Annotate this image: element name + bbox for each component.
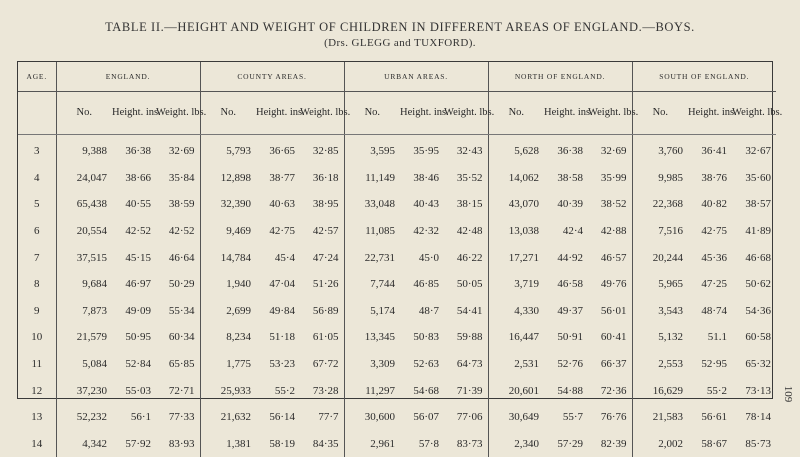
count-cell: 3,719	[488, 271, 544, 298]
weight-cell: 38·57	[732, 191, 776, 218]
count-cell: 9,469	[200, 218, 256, 245]
weight-cell: 32·43	[444, 135, 488, 165]
height-cell: 55·2	[688, 377, 732, 404]
count-cell: 11,085	[344, 218, 400, 245]
height-weight-table	[18, 62, 776, 457]
height-cell: 52·76	[544, 351, 588, 378]
count-cell: 9,388	[56, 135, 112, 165]
height-cell: 54·68	[400, 377, 444, 404]
height-cell: 45·36	[688, 244, 732, 271]
height-cell: 42·52	[112, 218, 156, 245]
height-cell: 40·39	[544, 191, 588, 218]
table-row	[18, 218, 776, 245]
count-cell: 37,515	[56, 244, 112, 271]
height-cell: 58·67	[688, 431, 732, 457]
count-cell: 24,047	[56, 165, 112, 192]
count-cell: 2,961	[344, 431, 400, 457]
age-cell: 5	[18, 191, 56, 218]
weight-header: Weight. lbs.	[156, 92, 200, 135]
count-cell: 20,554	[56, 218, 112, 245]
height-cell: 56·07	[400, 404, 444, 431]
height-cell: 52·63	[400, 351, 444, 378]
table-row	[18, 244, 776, 271]
age-cell: 3	[18, 135, 56, 165]
weight-cell: 85·73	[732, 431, 776, 457]
weight-cell: 32·69	[156, 135, 200, 165]
count-cell: 32,390	[200, 191, 256, 218]
count-cell: 5,628	[488, 135, 544, 165]
weight-cell: 56·89	[300, 298, 344, 325]
height-cell: 44·92	[544, 244, 588, 271]
height-cell: 52·84	[112, 351, 156, 378]
table-row	[18, 431, 776, 457]
count-cell: 21,579	[56, 324, 112, 351]
weight-header: Weight. lbs.	[444, 92, 488, 135]
count-cell: 11,149	[344, 165, 400, 192]
age-cell: 14	[18, 431, 56, 457]
weight-cell: 46·57	[588, 244, 632, 271]
no-header: No.	[200, 92, 256, 135]
weight-cell: 77·06	[444, 404, 488, 431]
count-cell: 9,684	[56, 271, 112, 298]
weight-cell: 38·15	[444, 191, 488, 218]
height-header: Height. ins.	[544, 92, 588, 135]
height-cell: 36·65	[256, 135, 300, 165]
age-cell: 13	[18, 404, 56, 431]
age-cell: 12	[18, 377, 56, 404]
count-cell: 4,330	[488, 298, 544, 325]
count-cell: 5,965	[632, 271, 688, 298]
weight-cell: 35·60	[732, 165, 776, 192]
count-cell: 9,985	[632, 165, 688, 192]
weight-cell: 35·52	[444, 165, 488, 192]
no-header: No.	[488, 92, 544, 135]
weight-cell: 82·39	[588, 431, 632, 457]
weight-cell: 32·85	[300, 135, 344, 165]
weight-cell: 54·36	[732, 298, 776, 325]
weight-cell: 42·52	[156, 218, 200, 245]
count-cell: 37,230	[56, 377, 112, 404]
count-cell: 1,381	[200, 431, 256, 457]
weight-cell: 60·34	[156, 324, 200, 351]
group-header-urban: URBAN AREAS.	[344, 62, 488, 92]
weight-cell: 77·7	[300, 404, 344, 431]
weight-cell: 38·95	[300, 191, 344, 218]
count-cell: 5,174	[344, 298, 400, 325]
sub-header-row	[18, 92, 776, 135]
no-header: No.	[344, 92, 400, 135]
weight-cell: 83·73	[444, 431, 488, 457]
height-cell: 54·88	[544, 377, 588, 404]
height-cell: 58·19	[256, 431, 300, 457]
weight-cell: 42·57	[300, 218, 344, 245]
count-cell: 20,601	[488, 377, 544, 404]
age-cell: 4	[18, 165, 56, 192]
weight-cell: 55·34	[156, 298, 200, 325]
group-header-north: NORTH OF ENGLAND.	[488, 62, 632, 92]
height-cell: 36·38	[112, 135, 156, 165]
table-subtitle: (Drs. GLEGG and TUXFORD).	[0, 37, 800, 49]
height-cell: 42·75	[256, 218, 300, 245]
height-header: Height. ins.	[688, 92, 732, 135]
weight-cell: 38·52	[588, 191, 632, 218]
age-cell: 11	[18, 351, 56, 378]
table-row	[18, 165, 776, 192]
height-cell: 49·37	[544, 298, 588, 325]
height-cell: 57·29	[544, 431, 588, 457]
weight-header: Weight. lbs.	[732, 92, 776, 135]
count-cell: 65,438	[56, 191, 112, 218]
height-cell: 36·41	[688, 135, 732, 165]
height-cell: 49·84	[256, 298, 300, 325]
table-row	[18, 351, 776, 378]
count-cell: 3,595	[344, 135, 400, 165]
no-header: No.	[56, 92, 112, 135]
weight-cell: 72·71	[156, 377, 200, 404]
count-cell: 2,531	[488, 351, 544, 378]
weight-cell: 41·89	[732, 218, 776, 245]
height-cell: 38·66	[112, 165, 156, 192]
height-cell: 38·76	[688, 165, 732, 192]
weight-cell: 73·13	[732, 377, 776, 404]
table-row	[18, 377, 776, 404]
weight-cell: 60·58	[732, 324, 776, 351]
count-cell: 7,744	[344, 271, 400, 298]
height-header: Height. ins.	[256, 92, 300, 135]
age-cell: 8	[18, 271, 56, 298]
count-cell: 3,309	[344, 351, 400, 378]
height-cell: 47·25	[688, 271, 732, 298]
height-cell: 35·95	[400, 135, 444, 165]
count-cell: 5,793	[200, 135, 256, 165]
weight-header: Weight. lbs.	[300, 92, 344, 135]
group-header-south: SOUTH OF ENGLAND.	[632, 62, 776, 92]
count-cell: 3,543	[632, 298, 688, 325]
count-cell: 2,553	[632, 351, 688, 378]
count-cell: 2,340	[488, 431, 544, 457]
weight-cell: 32·69	[588, 135, 632, 165]
height-cell: 46·97	[112, 271, 156, 298]
weight-cell: 49·76	[588, 271, 632, 298]
height-cell: 40·82	[688, 191, 732, 218]
weight-cell: 56·01	[588, 298, 632, 325]
weight-cell: 73·28	[300, 377, 344, 404]
height-cell: 45·0	[400, 244, 444, 271]
count-cell: 1,940	[200, 271, 256, 298]
weight-cell: 46·22	[444, 244, 488, 271]
height-cell: 50·83	[400, 324, 444, 351]
height-cell: 47·04	[256, 271, 300, 298]
count-cell: 21,632	[200, 404, 256, 431]
weight-cell: 71·39	[444, 377, 488, 404]
page-number: 109	[774, 382, 794, 406]
count-cell: 3,760	[632, 135, 688, 165]
height-cell: 57·8	[400, 431, 444, 457]
weight-cell: 59·88	[444, 324, 488, 351]
weight-cell: 50·29	[156, 271, 200, 298]
count-cell: 1,775	[200, 351, 256, 378]
count-cell: 7,516	[632, 218, 688, 245]
weight-cell: 47·24	[300, 244, 344, 271]
table-title: TABLE II.—HEIGHT AND WEIGHT OF CHILDREN IN DIFFERENT AREAS OF ENGLAND.—BOYS.	[0, 20, 800, 35]
weight-cell: 50·62	[732, 271, 776, 298]
count-cell: 13,038	[488, 218, 544, 245]
count-cell: 2,002	[632, 431, 688, 457]
height-cell: 49·09	[112, 298, 156, 325]
height-cell: 38·58	[544, 165, 588, 192]
weight-cell: 66·37	[588, 351, 632, 378]
weight-cell: 36·18	[300, 165, 344, 192]
height-cell: 55·2	[256, 377, 300, 404]
count-cell: 5,084	[56, 351, 112, 378]
count-cell: 33,048	[344, 191, 400, 218]
weight-cell: 65·85	[156, 351, 200, 378]
count-cell: 11,297	[344, 377, 400, 404]
count-cell: 21,583	[632, 404, 688, 431]
table-body	[18, 135, 776, 457]
height-cell: 56·1	[112, 404, 156, 431]
weight-cell: 84·35	[300, 431, 344, 457]
weight-cell: 83·93	[156, 431, 200, 457]
weight-cell: 32·67	[732, 135, 776, 165]
no-header: No.	[632, 92, 688, 135]
height-cell: 36·38	[544, 135, 588, 165]
weight-cell: 67·72	[300, 351, 344, 378]
count-cell: 4,342	[56, 431, 112, 457]
height-header: Height. ins.	[400, 92, 444, 135]
count-cell: 13,345	[344, 324, 400, 351]
height-cell: 38·77	[256, 165, 300, 192]
height-cell: 45·4	[256, 244, 300, 271]
height-cell: 42·4	[544, 218, 588, 245]
height-cell: 42·75	[688, 218, 732, 245]
weight-cell: 77·33	[156, 404, 200, 431]
age-sub-header	[18, 92, 56, 135]
age-cell: 9	[18, 298, 56, 325]
height-cell: 51.1	[688, 324, 732, 351]
height-cell: 56·14	[256, 404, 300, 431]
group-header-row	[18, 62, 776, 92]
height-cell: 50·95	[112, 324, 156, 351]
table-row	[18, 298, 776, 325]
height-cell: 48·7	[400, 298, 444, 325]
count-cell: 30,600	[344, 404, 400, 431]
height-header: Height. ins.	[112, 92, 156, 135]
height-cell: 53·23	[256, 351, 300, 378]
weight-cell: 78·14	[732, 404, 776, 431]
weight-cell: 42·88	[588, 218, 632, 245]
count-cell: 25,933	[200, 377, 256, 404]
height-cell: 46·85	[400, 271, 444, 298]
weight-cell: 46·68	[732, 244, 776, 271]
count-cell: 8,234	[200, 324, 256, 351]
weight-cell: 51·26	[300, 271, 344, 298]
weight-cell: 42·48	[444, 218, 488, 245]
count-cell: 30,649	[488, 404, 544, 431]
height-cell: 40·43	[400, 191, 444, 218]
height-cell: 48·74	[688, 298, 732, 325]
height-cell: 38·46	[400, 165, 444, 192]
age-column-header: AGE.	[18, 62, 56, 92]
count-cell: 22,368	[632, 191, 688, 218]
height-cell: 42·32	[400, 218, 444, 245]
count-cell: 52,232	[56, 404, 112, 431]
count-cell: 2,699	[200, 298, 256, 325]
count-cell: 16,447	[488, 324, 544, 351]
weight-cell: 64·73	[444, 351, 488, 378]
age-cell: 6	[18, 218, 56, 245]
height-cell: 45·15	[112, 244, 156, 271]
table-row	[18, 191, 776, 218]
height-cell: 50·91	[544, 324, 588, 351]
weight-header: Weight. lbs.	[588, 92, 632, 135]
count-cell: 12,898	[200, 165, 256, 192]
count-cell: 7,873	[56, 298, 112, 325]
weight-cell: 46·64	[156, 244, 200, 271]
height-cell: 51·18	[256, 324, 300, 351]
height-cell: 55·7	[544, 404, 588, 431]
count-cell: 14,062	[488, 165, 544, 192]
age-cell: 7	[18, 244, 56, 271]
weight-cell: 54·41	[444, 298, 488, 325]
count-cell: 43,070	[488, 191, 544, 218]
count-cell: 17,271	[488, 244, 544, 271]
height-cell: 57·92	[112, 431, 156, 457]
height-cell: 55·03	[112, 377, 156, 404]
weight-cell: 50·05	[444, 271, 488, 298]
count-cell: 5,132	[632, 324, 688, 351]
weight-cell: 65·32	[732, 351, 776, 378]
height-cell: 40·55	[112, 191, 156, 218]
weight-cell: 60·41	[588, 324, 632, 351]
weight-cell: 35·84	[156, 165, 200, 192]
data-table-frame	[17, 61, 773, 399]
weight-cell: 38·59	[156, 191, 200, 218]
group-header-county: COUNTY AREAS.	[200, 62, 344, 92]
age-cell: 10	[18, 324, 56, 351]
count-cell: 16,629	[632, 377, 688, 404]
weight-cell: 61·05	[300, 324, 344, 351]
weight-cell: 76·76	[588, 404, 632, 431]
weight-cell: 72·36	[588, 377, 632, 404]
weight-cell: 35·99	[588, 165, 632, 192]
table-row	[18, 324, 776, 351]
table-row	[18, 404, 776, 431]
height-cell: 52·95	[688, 351, 732, 378]
height-cell: 56·61	[688, 404, 732, 431]
table-row	[18, 135, 776, 165]
group-header-england: ENGLAND.	[56, 62, 200, 92]
height-cell: 40·63	[256, 191, 300, 218]
count-cell: 20,244	[632, 244, 688, 271]
count-cell: 22,731	[344, 244, 400, 271]
count-cell: 14,784	[200, 244, 256, 271]
height-cell: 46·58	[544, 271, 588, 298]
table-row	[18, 271, 776, 298]
